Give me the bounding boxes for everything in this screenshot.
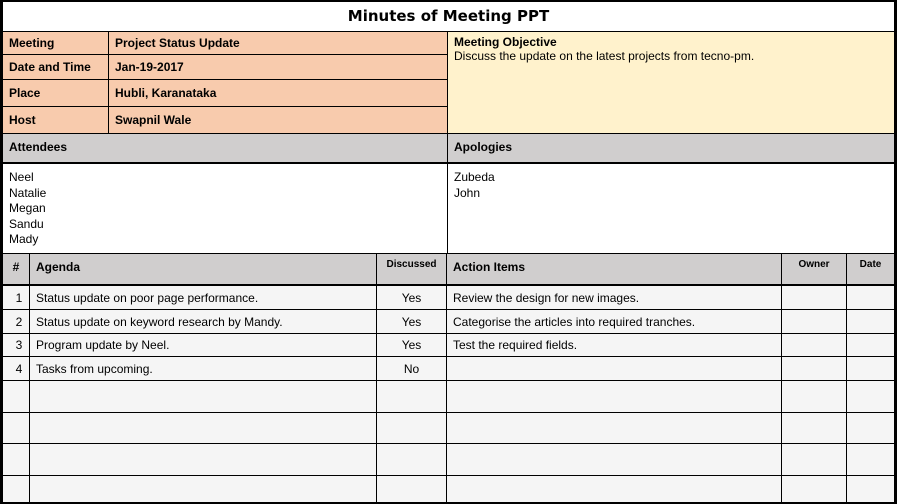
cell-agenda: Tasks from upcoming. (29, 356, 377, 381)
cell-date (846, 309, 895, 334)
cell-discussed: Yes (376, 333, 447, 357)
cell-agenda (29, 412, 377, 444)
cell-owner (781, 380, 847, 413)
cell-discussed: Yes (376, 309, 447, 334)
info-value: Project Status Update (108, 31, 448, 55)
meeting-objective-text: Discuss the update on the latest projects from tecno-pm. (454, 49, 755, 63)
cell-agenda: Status update on poor page performance. (29, 285, 377, 310)
cell-action: Categorise the articles into required tranches. (446, 309, 782, 334)
cell-action: Review the design for new images. (446, 285, 782, 310)
attendees-header: Attendees (2, 133, 448, 164)
cell-date (846, 443, 895, 476)
cell-agenda: Status update on keyword research by Mandy. (29, 309, 377, 334)
cell-owner (781, 356, 847, 381)
info-value: Swapnil Wale (108, 106, 448, 134)
cell-owner (781, 475, 847, 504)
meeting-objective-label: Meeting Objective (454, 35, 557, 49)
document-title: Minutes of Meeting PPT (2, 0, 895, 32)
cell-action (446, 475, 782, 504)
cell-num: 3 (2, 333, 30, 357)
header-owner: Owner (781, 253, 847, 286)
cell-discussed (376, 412, 447, 444)
header-agenda: Agenda (29, 253, 377, 286)
cell-date (846, 412, 895, 444)
cell-num (2, 412, 30, 444)
info-value: Jan-19-2017 (108, 54, 448, 80)
cell-owner (781, 443, 847, 476)
info-label: Date and Time (2, 54, 109, 80)
info-label: Place (2, 79, 109, 107)
apology: Zubeda (454, 170, 495, 184)
cell-num: 4 (2, 356, 30, 381)
cell-discussed (376, 380, 447, 413)
cell-discussed (376, 443, 447, 476)
cell-date (846, 380, 895, 413)
apologies-list (447, 163, 895, 254)
cell-num (2, 443, 30, 476)
attendee: Megan (9, 201, 46, 215)
cell-owner (781, 333, 847, 357)
cell-date (846, 285, 895, 310)
cell-agenda (29, 443, 377, 476)
attendee: Sandu (9, 216, 44, 231)
attendee: Neel (9, 170, 34, 184)
apology: John (454, 185, 481, 200)
info-value: Hubli, Karanataka (108, 79, 448, 107)
cell-num (2, 475, 30, 504)
meeting-objective-cell (447, 31, 895, 134)
cell-discussed: No (376, 356, 447, 381)
cell-num: 1 (2, 285, 30, 310)
attendee: Natalie (9, 185, 47, 200)
cell-discussed: Yes (376, 285, 447, 310)
attendees-list (2, 163, 448, 254)
apologies-header: Apologies (447, 133, 895, 164)
header-action-items: Action Items (446, 253, 782, 286)
header-num: # (2, 253, 30, 286)
cell-action: Test the required fields. (446, 333, 782, 357)
cell-agenda (29, 475, 377, 504)
cell-date (846, 475, 895, 504)
info-label: Host (2, 106, 109, 134)
cell-action (446, 443, 782, 476)
cell-agenda: Program update by Neel. (29, 333, 377, 357)
cell-owner (781, 412, 847, 444)
attendee: Mady (9, 232, 39, 246)
cell-num: 2 (2, 309, 30, 334)
cell-date (846, 356, 895, 381)
cell-discussed (376, 475, 447, 504)
cell-date (846, 333, 895, 357)
cell-owner (781, 285, 847, 310)
cell-action (446, 380, 782, 413)
cell-action (446, 412, 782, 444)
header-date: Date (846, 253, 895, 286)
cell-agenda (29, 380, 377, 413)
header-discussed: Discussed (376, 253, 447, 286)
cell-owner (781, 309, 847, 334)
info-label: Meeting (2, 31, 109, 55)
cell-num (2, 380, 30, 413)
cell-action (446, 356, 782, 381)
